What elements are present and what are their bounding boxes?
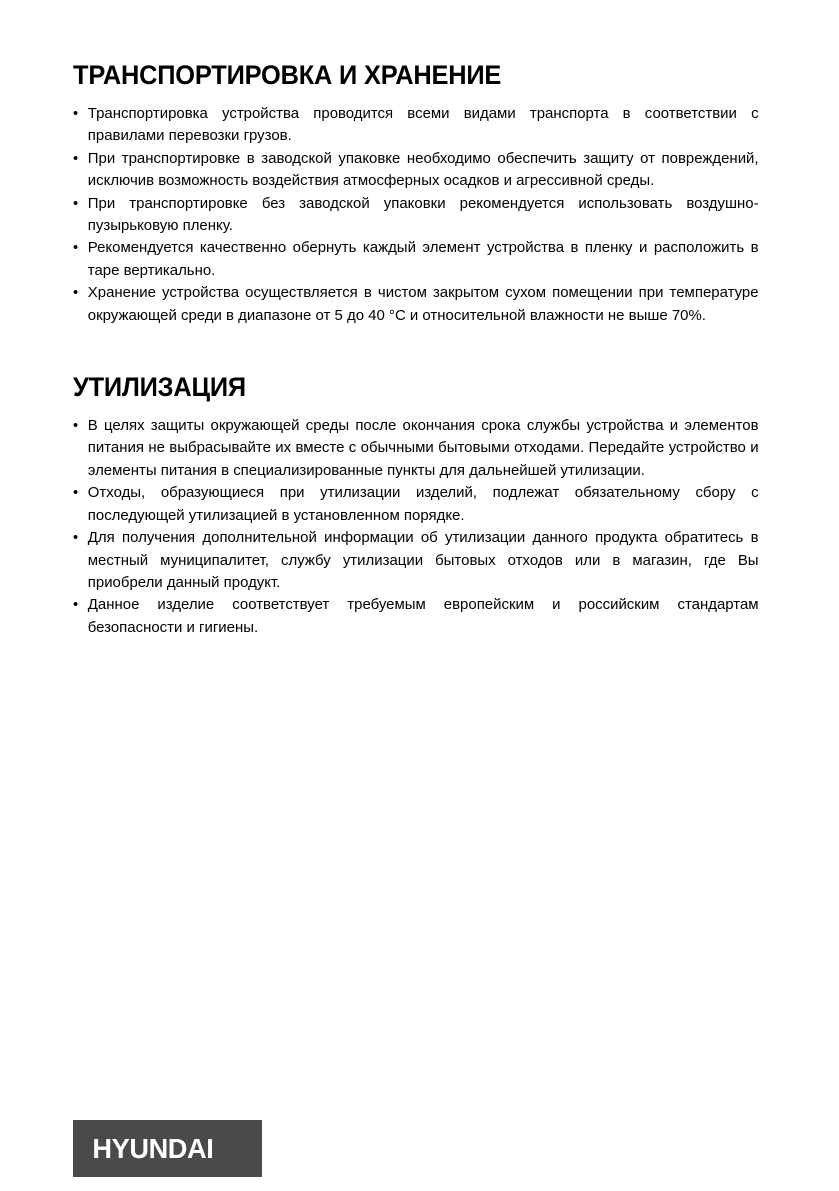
list-item-text: При транспортировке без заводской упаковки рекомендуется использовать воздушно-пузырьковую пленку. xyxy=(87,194,759,235)
section-heading-transport-storage: ТРАНСПОРТИРОВКА И ХРАНЕНИЕ xyxy=(73,60,502,90)
list-item xyxy=(73,415,759,482)
list-item xyxy=(73,282,759,327)
list-item xyxy=(73,148,759,193)
list-item-text: При транспортировке в заводской упаковке необходимо обеспечить защиту от повреждений, исключив возможность воздействия атмосферных осадков и агрессивной среды. xyxy=(87,149,759,190)
hyundai-logo-text: HYUNDAI xyxy=(92,1132,214,1164)
section-transport-storage xyxy=(73,60,769,327)
page-content xyxy=(73,60,769,639)
list-item xyxy=(73,527,759,594)
list-item-text: Хранение устройства осуществляется в чистом закрытом сухом помещении при температуре окружающей среди в диапазоне от 5 до 40 °C и относительной влажности не выше 70%. xyxy=(87,284,759,324)
section-heading-disposal: УТИЛИЗАЦИЯ xyxy=(73,372,246,403)
bullet-list-transport-storage xyxy=(73,103,769,327)
list-item xyxy=(73,237,759,282)
hyundai-logo xyxy=(73,1120,262,1177)
heading-spacer xyxy=(73,90,769,103)
list-item xyxy=(73,103,759,148)
section-disposal xyxy=(73,372,769,639)
list-item-text: Данное изделие соответствует требуемым европейским и российским стандартам безопасности и гигиены. xyxy=(87,596,759,636)
list-item-text: Для получения дополнительной информации об утилизации данного продукта обратитесь в местный муниципалитет, службу утилизации бытовых отходов или в магазин, где Вы приобрели данный продукт. xyxy=(87,529,759,591)
list-item-text: Транспортировка устройства проводится всеми видами транспорта в соответствии с правилами перевозки грузов. xyxy=(87,105,759,145)
heading-spacer xyxy=(73,402,769,415)
list-item xyxy=(73,594,759,639)
list-item xyxy=(73,193,759,238)
list-item-text: Отходы, образующиеся при утилизации изделий, подлежат обязательному сбору с последующей утилизацией в установленном порядке. xyxy=(87,484,759,524)
list-item xyxy=(73,482,759,527)
bullet-list-disposal xyxy=(73,415,769,639)
list-item-text: Рекомендуется качественно обернуть каждый элемент устройства в пленку и расположить в таре вертикально. xyxy=(87,239,759,279)
list-item-text: В целях защиты окружающей среды после окончания срока службы устройства и элементов питания не выбрасывайте их вместе с обычными бытовыми отходами. Передайте устройство и элементы питания в специализированные пункты для дальнейшей утилизации. xyxy=(87,417,759,479)
